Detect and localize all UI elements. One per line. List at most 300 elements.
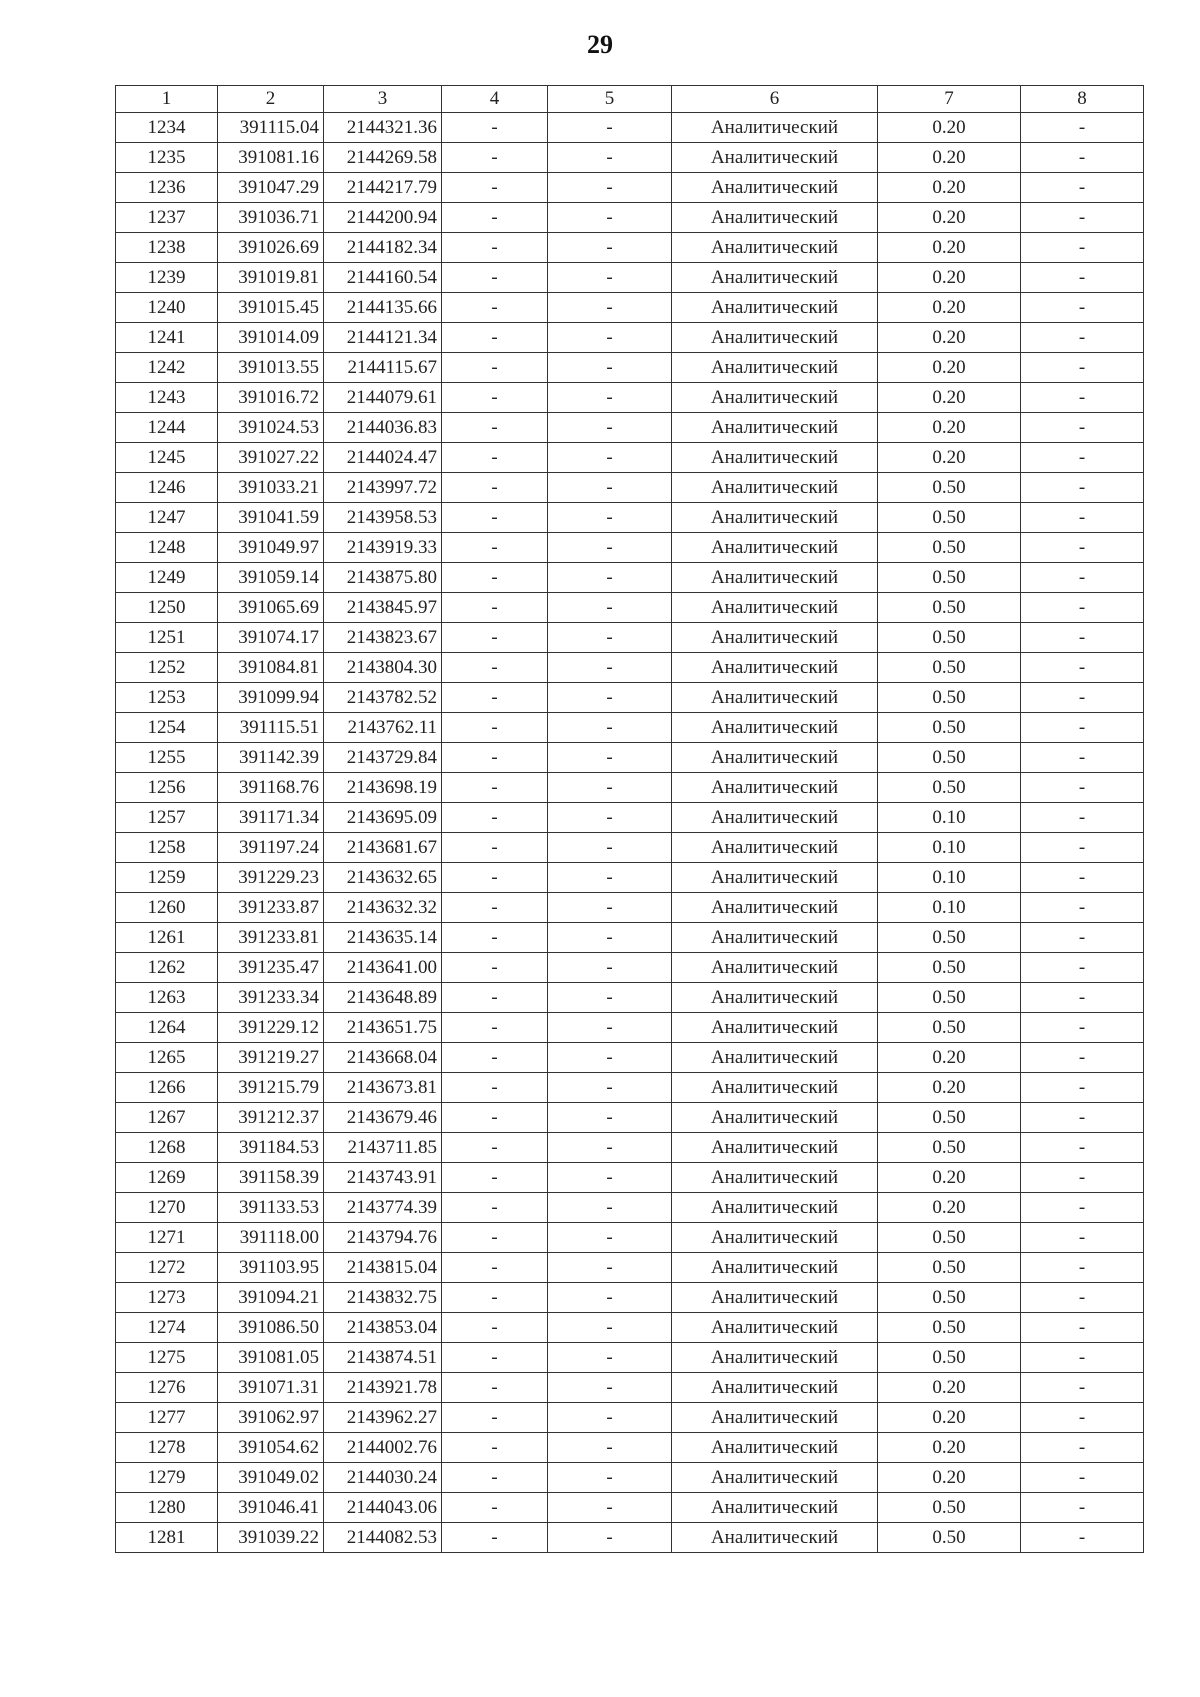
method-cell: Аналитический <box>672 1313 878 1343</box>
point-number-cell: 1268 <box>116 1133 218 1163</box>
method-cell: Аналитический <box>672 293 878 323</box>
point-number-cell: 1264 <box>116 1013 218 1043</box>
x-coordinate-cell: 391015.45 <box>218 293 324 323</box>
table-row <box>116 383 1144 413</box>
table-row <box>116 173 1144 203</box>
method-cell: Аналитический <box>672 983 878 1013</box>
x-coordinate-cell: 391054.62 <box>218 1433 324 1463</box>
table-row <box>116 683 1144 713</box>
table-row <box>116 1463 1144 1493</box>
table-row <box>116 533 1144 563</box>
column-5-cell: - <box>548 533 672 563</box>
x-coordinate-cell: 391026.69 <box>218 233 324 263</box>
column-8-cell: - <box>1021 473 1144 503</box>
column-5-cell: - <box>548 443 672 473</box>
column-4-cell: - <box>442 383 548 413</box>
accuracy-cell: 0.50 <box>878 1253 1021 1283</box>
column-8-cell: - <box>1021 1403 1144 1433</box>
column-5-cell: - <box>548 863 672 893</box>
table-row <box>116 1313 1144 1343</box>
accuracy-cell: 0.50 <box>878 1313 1021 1343</box>
table-row <box>116 1223 1144 1253</box>
method-cell: Аналитический <box>672 1373 878 1403</box>
column-5-cell: - <box>548 1253 672 1283</box>
table-row <box>116 1103 1144 1133</box>
y-coordinate-cell: 2143762.11 <box>324 713 442 743</box>
page-number: 29 <box>587 30 613 59</box>
column-8-cell: - <box>1021 1013 1144 1043</box>
x-coordinate-cell: 391219.27 <box>218 1043 324 1073</box>
y-coordinate-cell: 2143874.51 <box>324 1343 442 1373</box>
accuracy-cell: 0.20 <box>878 1163 1021 1193</box>
column-8-cell: - <box>1021 233 1144 263</box>
point-number-cell: 1247 <box>116 503 218 533</box>
column-5-cell: - <box>548 833 672 863</box>
point-number-cell: 1271 <box>116 1223 218 1253</box>
accuracy-cell: 0.50 <box>878 473 1021 503</box>
y-coordinate-cell: 2143962.27 <box>324 1403 442 1433</box>
accuracy-cell: 0.50 <box>878 653 1021 683</box>
column-4-cell: - <box>442 683 548 713</box>
x-coordinate-cell: 391133.53 <box>218 1193 324 1223</box>
table-row <box>116 293 1144 323</box>
column-5-cell: - <box>548 1523 672 1553</box>
column-5-cell: - <box>548 413 672 443</box>
column-5-cell: - <box>548 1163 672 1193</box>
x-coordinate-cell: 391074.17 <box>218 623 324 653</box>
table-row <box>116 623 1144 653</box>
column-5-cell: - <box>548 503 672 533</box>
method-cell: Аналитический <box>672 1403 878 1433</box>
x-coordinate-cell: 391103.95 <box>218 1253 324 1283</box>
table-row <box>116 503 1144 533</box>
accuracy-cell: 0.10 <box>878 893 1021 923</box>
column-header-2: 2 <box>218 86 324 113</box>
accuracy-cell: 0.50 <box>878 1133 1021 1163</box>
x-coordinate-cell: 391184.53 <box>218 1133 324 1163</box>
point-number-cell: 1243 <box>116 383 218 413</box>
column-4-cell: - <box>442 473 548 503</box>
method-cell: Аналитический <box>672 593 878 623</box>
y-coordinate-cell: 2143632.65 <box>324 863 442 893</box>
point-number-cell: 1266 <box>116 1073 218 1103</box>
method-cell: Аналитический <box>672 623 878 653</box>
method-cell: Аналитический <box>672 503 878 533</box>
column-5-cell: - <box>548 1373 672 1403</box>
method-cell: Аналитический <box>672 113 878 143</box>
table-row <box>116 1163 1144 1193</box>
column-8-cell: - <box>1021 863 1144 893</box>
y-coordinate-cell: 2143782.52 <box>324 683 442 713</box>
accuracy-cell: 0.50 <box>878 1343 1021 1373</box>
table-row <box>116 1493 1144 1523</box>
x-coordinate-cell: 391142.39 <box>218 743 324 773</box>
column-5-cell: - <box>548 1073 672 1103</box>
column-5-cell: - <box>548 893 672 923</box>
point-number-cell: 1273 <box>116 1283 218 1313</box>
method-cell: Аналитический <box>672 1433 878 1463</box>
accuracy-cell: 0.20 <box>878 1463 1021 1493</box>
column-4-cell: - <box>442 1283 548 1313</box>
column-4-cell: - <box>442 923 548 953</box>
x-coordinate-cell: 391215.79 <box>218 1073 324 1103</box>
point-number-cell: 1259 <box>116 863 218 893</box>
point-number-cell: 1262 <box>116 953 218 983</box>
y-coordinate-cell: 2144079.61 <box>324 383 442 413</box>
x-coordinate-cell: 391081.05 <box>218 1343 324 1373</box>
point-number-cell: 1267 <box>116 1103 218 1133</box>
column-8-cell: - <box>1021 1343 1144 1373</box>
column-4-cell: - <box>442 773 548 803</box>
method-cell: Аналитический <box>672 1283 878 1313</box>
table-row <box>116 563 1144 593</box>
column-5-cell: - <box>548 233 672 263</box>
x-coordinate-cell: 391118.00 <box>218 1223 324 1253</box>
y-coordinate-cell: 2143875.80 <box>324 563 442 593</box>
column-5-cell: - <box>548 1403 672 1433</box>
column-8-cell: - <box>1021 1313 1144 1343</box>
column-8-cell: - <box>1021 773 1144 803</box>
method-cell: Аналитический <box>672 803 878 833</box>
column-4-cell: - <box>442 893 548 923</box>
column-5-cell: - <box>548 323 672 353</box>
column-8-cell: - <box>1021 983 1144 1013</box>
column-8-cell: - <box>1021 1043 1144 1073</box>
column-5-cell: - <box>548 1223 672 1253</box>
point-number-cell: 1238 <box>116 233 218 263</box>
table-row <box>116 803 1144 833</box>
y-coordinate-cell: 2143632.32 <box>324 893 442 923</box>
y-coordinate-cell: 2144043.06 <box>324 1493 442 1523</box>
column-4-cell: - <box>442 173 548 203</box>
y-coordinate-cell: 2144115.67 <box>324 353 442 383</box>
y-coordinate-cell: 2143635.14 <box>324 923 442 953</box>
method-cell: Аналитический <box>672 713 878 743</box>
point-number-cell: 1275 <box>116 1343 218 1373</box>
y-coordinate-cell: 2143729.84 <box>324 743 442 773</box>
y-coordinate-cell: 2144269.58 <box>324 143 442 173</box>
x-coordinate-cell: 391049.97 <box>218 533 324 563</box>
point-number-cell: 1236 <box>116 173 218 203</box>
column-8-cell: - <box>1021 1103 1144 1133</box>
column-8-cell: - <box>1021 683 1144 713</box>
column-4-cell: - <box>442 833 548 863</box>
y-coordinate-cell: 2144135.66 <box>324 293 442 323</box>
point-number-cell: 1265 <box>116 1043 218 1073</box>
x-coordinate-cell: 391212.37 <box>218 1103 324 1133</box>
x-coordinate-cell: 391171.34 <box>218 803 324 833</box>
x-coordinate-cell: 391081.16 <box>218 143 324 173</box>
x-coordinate-cell: 391046.41 <box>218 1493 324 1523</box>
column-8-cell: - <box>1021 443 1144 473</box>
column-4-cell: - <box>442 983 548 1013</box>
table-row <box>116 1013 1144 1043</box>
method-cell: Аналитический <box>672 443 878 473</box>
accuracy-cell: 0.50 <box>878 1013 1021 1043</box>
x-coordinate-cell: 391158.39 <box>218 1163 324 1193</box>
column-8-cell: - <box>1021 893 1144 923</box>
method-cell: Аналитический <box>672 1013 878 1043</box>
accuracy-cell: 0.50 <box>878 533 1021 563</box>
column-8-cell: - <box>1021 203 1144 233</box>
column-5-cell: - <box>548 1043 672 1073</box>
y-coordinate-cell: 2143673.81 <box>324 1073 442 1103</box>
x-coordinate-cell: 391016.72 <box>218 383 324 413</box>
table-row <box>116 143 1144 173</box>
point-number-cell: 1269 <box>116 1163 218 1193</box>
method-cell: Аналитический <box>672 323 878 353</box>
point-number-cell: 1234 <box>116 113 218 143</box>
y-coordinate-cell: 2144121.34 <box>324 323 442 353</box>
table-row <box>116 743 1144 773</box>
accuracy-cell: 0.20 <box>878 113 1021 143</box>
column-header-1: 1 <box>116 86 218 113</box>
point-number-cell: 1242 <box>116 353 218 383</box>
method-cell: Аналитический <box>672 143 878 173</box>
column-8-cell: - <box>1021 923 1144 953</box>
point-number-cell: 1249 <box>116 563 218 593</box>
column-8-cell: - <box>1021 1283 1144 1313</box>
table-row <box>116 1403 1144 1433</box>
x-coordinate-cell: 391115.04 <box>218 113 324 143</box>
table-row <box>116 653 1144 683</box>
column-5-cell: - <box>548 113 672 143</box>
point-number-cell: 1277 <box>116 1403 218 1433</box>
accuracy-cell: 0.20 <box>878 323 1021 353</box>
table-row <box>116 413 1144 443</box>
y-coordinate-cell: 2143997.72 <box>324 473 442 503</box>
method-cell: Аналитический <box>672 1253 878 1283</box>
column-4-cell: - <box>442 323 548 353</box>
table-row <box>116 473 1144 503</box>
method-cell: Аналитический <box>672 893 878 923</box>
accuracy-cell: 0.20 <box>878 293 1021 323</box>
table-row <box>116 1343 1144 1373</box>
column-4-cell: - <box>442 1403 548 1433</box>
method-cell: Аналитический <box>672 683 878 713</box>
method-cell: Аналитический <box>672 1223 878 1253</box>
y-coordinate-cell: 2143774.39 <box>324 1193 442 1223</box>
column-8-cell: - <box>1021 113 1144 143</box>
accuracy-cell: 0.50 <box>878 593 1021 623</box>
column-5-cell: - <box>548 773 672 803</box>
x-coordinate-cell: 391233.87 <box>218 893 324 923</box>
accuracy-cell: 0.20 <box>878 173 1021 203</box>
method-cell: Аналитический <box>672 263 878 293</box>
point-number-cell: 1261 <box>116 923 218 953</box>
point-number-cell: 1256 <box>116 773 218 803</box>
coordinates-table <box>115 85 1144 1553</box>
x-coordinate-cell: 391024.53 <box>218 413 324 443</box>
table-row <box>116 1433 1144 1463</box>
y-coordinate-cell: 2143853.04 <box>324 1313 442 1343</box>
point-number-cell: 1248 <box>116 533 218 563</box>
column-4-cell: - <box>442 1463 548 1493</box>
y-coordinate-cell: 2143832.75 <box>324 1283 442 1313</box>
column-5-cell: - <box>548 713 672 743</box>
point-number-cell: 1245 <box>116 443 218 473</box>
method-cell: Аналитический <box>672 173 878 203</box>
column-5-cell: - <box>548 803 672 833</box>
y-coordinate-cell: 2143804.30 <box>324 653 442 683</box>
column-4-cell: - <box>442 353 548 383</box>
column-5-cell: - <box>548 1283 672 1313</box>
column-4-cell: - <box>442 1013 548 1043</box>
y-coordinate-cell: 2143681.67 <box>324 833 442 863</box>
accuracy-cell: 0.10 <box>878 803 1021 833</box>
accuracy-cell: 0.10 <box>878 863 1021 893</box>
y-coordinate-cell: 2143695.09 <box>324 803 442 833</box>
column-8-cell: - <box>1021 293 1144 323</box>
method-cell: Аналитический <box>672 473 878 503</box>
method-cell: Аналитический <box>672 533 878 563</box>
y-coordinate-cell: 2143919.33 <box>324 533 442 563</box>
column-4-cell: - <box>442 413 548 443</box>
y-coordinate-cell: 2143668.04 <box>324 1043 442 1073</box>
column-4-cell: - <box>442 1193 548 1223</box>
column-8-cell: - <box>1021 1193 1144 1223</box>
column-5-cell: - <box>548 1433 672 1463</box>
column-4-cell: - <box>442 1313 548 1343</box>
accuracy-cell: 0.20 <box>878 1073 1021 1103</box>
y-coordinate-cell: 2143815.04 <box>324 1253 442 1283</box>
method-cell: Аналитический <box>672 1463 878 1493</box>
method-cell: Аналитический <box>672 1073 878 1103</box>
column-5-cell: - <box>548 143 672 173</box>
x-coordinate-cell: 391099.94 <box>218 683 324 713</box>
method-cell: Аналитический <box>672 233 878 263</box>
column-4-cell: - <box>442 563 548 593</box>
table-row <box>116 233 1144 263</box>
y-coordinate-cell: 2144321.36 <box>324 113 442 143</box>
column-4-cell: - <box>442 953 548 983</box>
column-4-cell: - <box>442 1073 548 1103</box>
column-4-cell: - <box>442 1103 548 1133</box>
table-body <box>116 113 1144 1553</box>
accuracy-cell: 0.10 <box>878 833 1021 863</box>
method-cell: Аналитический <box>672 1163 878 1193</box>
column-5-cell: - <box>548 653 672 683</box>
y-coordinate-cell: 2144217.79 <box>324 173 442 203</box>
table-row <box>116 353 1144 383</box>
column-8-cell: - <box>1021 533 1144 563</box>
table-row <box>116 983 1144 1013</box>
y-coordinate-cell: 2144182.34 <box>324 233 442 263</box>
table-row <box>116 893 1144 923</box>
y-coordinate-cell: 2144036.83 <box>324 413 442 443</box>
column-4-cell: - <box>442 1253 548 1283</box>
accuracy-cell: 0.50 <box>878 713 1021 743</box>
point-number-cell: 1235 <box>116 143 218 173</box>
column-4-cell: - <box>442 653 548 683</box>
method-cell: Аналитический <box>672 1523 878 1553</box>
y-coordinate-cell: 2143743.91 <box>324 1163 442 1193</box>
table-row <box>116 863 1144 893</box>
point-number-cell: 1278 <box>116 1433 218 1463</box>
method-cell: Аналитический <box>672 383 878 413</box>
point-number-cell: 1237 <box>116 203 218 233</box>
column-5-cell: - <box>548 473 672 503</box>
method-cell: Аналитический <box>672 1493 878 1523</box>
column-4-cell: - <box>442 593 548 623</box>
y-coordinate-cell: 2143823.67 <box>324 623 442 653</box>
accuracy-cell: 0.50 <box>878 1493 1021 1523</box>
point-number-cell: 1239 <box>116 263 218 293</box>
method-cell: Аналитический <box>672 413 878 443</box>
column-4-cell: - <box>442 263 548 293</box>
column-4-cell: - <box>442 1523 548 1553</box>
table-row <box>116 1253 1144 1283</box>
table-row <box>116 1523 1144 1553</box>
column-header-3: 3 <box>324 86 442 113</box>
column-8-cell: - <box>1021 1133 1144 1163</box>
table-row <box>116 1193 1144 1223</box>
accuracy-cell: 0.20 <box>878 353 1021 383</box>
x-coordinate-cell: 391033.21 <box>218 473 324 503</box>
column-header-7: 7 <box>878 86 1021 113</box>
accuracy-cell: 0.20 <box>878 1433 1021 1463</box>
table-row <box>116 773 1144 803</box>
accuracy-cell: 0.20 <box>878 263 1021 293</box>
column-4-cell: - <box>442 1433 548 1463</box>
x-coordinate-cell: 391013.55 <box>218 353 324 383</box>
column-5-cell: - <box>548 1133 672 1163</box>
x-coordinate-cell: 391027.22 <box>218 443 324 473</box>
x-coordinate-cell: 391229.12 <box>218 1013 324 1043</box>
column-8-cell: - <box>1021 1223 1144 1253</box>
column-5-cell: - <box>548 263 672 293</box>
point-number-cell: 1251 <box>116 623 218 653</box>
column-8-cell: - <box>1021 1463 1144 1493</box>
x-coordinate-cell: 391233.34 <box>218 983 324 1013</box>
x-coordinate-cell: 391065.69 <box>218 593 324 623</box>
column-header-5: 5 <box>548 86 672 113</box>
table-header-row <box>116 86 1144 113</box>
column-8-cell: - <box>1021 803 1144 833</box>
y-coordinate-cell: 2143679.46 <box>324 1103 442 1133</box>
method-cell: Аналитический <box>672 863 878 893</box>
column-8-cell: - <box>1021 173 1144 203</box>
method-cell: Аналитический <box>672 773 878 803</box>
accuracy-cell: 0.50 <box>878 1523 1021 1553</box>
accuracy-cell: 0.50 <box>878 983 1021 1013</box>
table-row <box>116 113 1144 143</box>
accuracy-cell: 0.50 <box>878 743 1021 773</box>
method-cell: Аналитический <box>672 563 878 593</box>
x-coordinate-cell: 391071.31 <box>218 1373 324 1403</box>
column-8-cell: - <box>1021 143 1144 173</box>
table-row <box>116 953 1144 983</box>
accuracy-cell: 0.50 <box>878 503 1021 533</box>
column-5-cell: - <box>548 1313 672 1343</box>
accuracy-cell: 0.20 <box>878 1403 1021 1433</box>
column-5-cell: - <box>548 1013 672 1043</box>
accuracy-cell: 0.50 <box>878 1103 1021 1133</box>
column-4-cell: - <box>442 743 548 773</box>
x-coordinate-cell: 391019.81 <box>218 263 324 293</box>
column-5-cell: - <box>548 983 672 1013</box>
table-row <box>116 263 1144 293</box>
table-row <box>116 323 1144 353</box>
y-coordinate-cell: 2143641.00 <box>324 953 442 983</box>
y-coordinate-cell: 2144200.94 <box>324 203 442 233</box>
column-8-cell: - <box>1021 263 1144 293</box>
method-cell: Аналитический <box>672 1193 878 1223</box>
point-number-cell: 1241 <box>116 323 218 353</box>
point-number-cell: 1280 <box>116 1493 218 1523</box>
y-coordinate-cell: 2144030.24 <box>324 1463 442 1493</box>
column-8-cell: - <box>1021 1433 1144 1463</box>
